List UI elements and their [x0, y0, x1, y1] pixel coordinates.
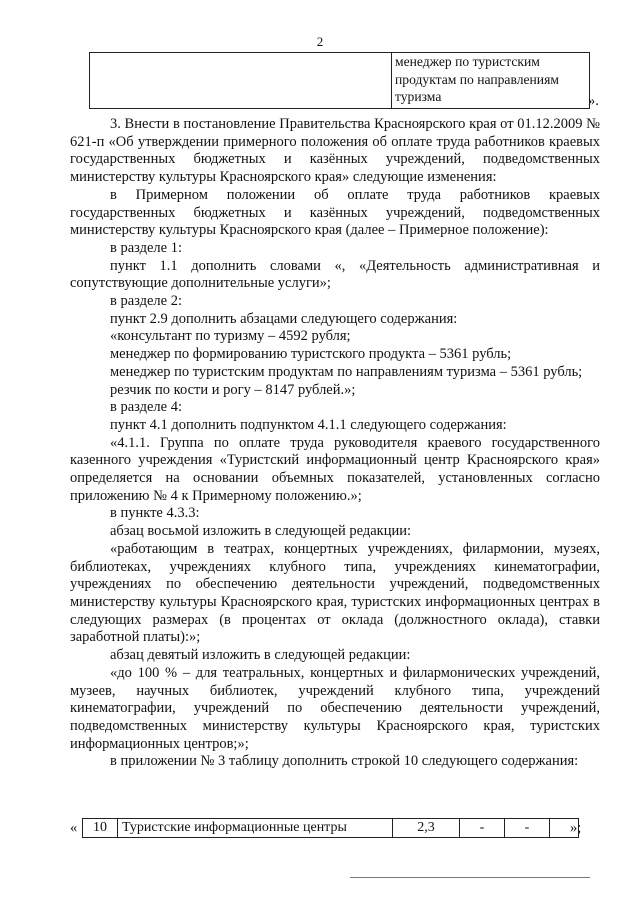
paragraph: менеджер по формированию туристского продукта – 5361 рубль; — [110, 346, 512, 363]
paragraph: абзац восьмой изложить в следующей редакции: — [110, 523, 412, 540]
close-quote: »; — [570, 820, 582, 836]
paragraph: пункт 4.1 дополнить подпунктом 4.1.1 следующего содержания: — [110, 416, 507, 433]
paragraph: в приложении № 3 таблицу дополнить строкой 10 следующего содержания: — [110, 753, 579, 770]
page-number: 2 — [316, 34, 324, 49]
paragraph: резчик по кости и рогу – 8147 рублей.»; — [110, 381, 356, 398]
table-cell-name: Туристские информационные центры — [118, 819, 393, 838]
table-cell-value: - — [460, 819, 505, 838]
cell-line: менеджер по туристским — [395, 54, 540, 69]
paragraph: в разделе 1: — [110, 239, 183, 256]
paragraph: абзац девятый изложить в следующей редакции: — [110, 647, 411, 664]
table-cell-number: 10 — [83, 819, 118, 838]
cell-line: туризма — [395, 89, 442, 104]
paragraph: в пункте 4.3.3: — [110, 505, 200, 522]
paragraph: в разделе 4: — [110, 399, 183, 416]
document-body — [70, 116, 600, 771]
open-quote: « — [70, 820, 78, 836]
paragraph: «4.1.1. Группа по оплате труда руководителя краевого государственного казенного учреждения «Туристский информационный центр Красноярского края» определяется на основании объемных показателей, установленных согласно приложению № 4 к Примерному положению.»; — [70, 434, 600, 504]
table-cell-value: - — [505, 819, 550, 838]
table-cell-value: 2,3 — [393, 819, 460, 838]
table-close-quote: ». — [588, 93, 599, 109]
paragraph: в разделе 2: — [110, 293, 183, 310]
table-cell-position — [392, 53, 590, 109]
paragraph: пункт 2.9 дополнить абзацами следующего содержания: — [110, 310, 458, 327]
paragraph: 3. Внести в постановление Правительства Красноярского края от 01.12.2009 № 621-п «Об утверждении примерного положения об оплате труда работников краевых государственных бюджетных и казённых учреждений, подведомственных министерству культуры Красноярского края» следующие изменения: — [70, 116, 600, 186]
cell-line: продуктам по направлениям — [395, 71, 559, 87]
paragraph: менеджер по туристским продуктам по направлениям туризма – 5361 рубль; — [110, 363, 583, 380]
paragraph: «работающим в театрах, концертных учреждениях, филармонии, музеях, библиотеках, учреждениях клубного типа, учреждениях кинематографии, учреждениях по обеспечению деятельности учреждений, подведомственных министерству культуры Красноярского края, туристских информационных центрах в следующих размерах (в процентах от оклада (должностного оклада), ставки заработной платы):»; — [70, 540, 600, 646]
paragraph: «до 100 % – для театральных, концертных и филармонических учреждений, музеев, научных библиотек, учреждений клубного типа, учреждений кинематографии, учреждений по обеспечению деятельности учреждений, подведомственных министерству культуры Красноярского края, туристских информационных центров;»; — [70, 664, 600, 752]
continued-table — [89, 52, 590, 109]
paragraph: пункт 1.1 дополнить словами «, «Деятельность административная и сопутствующие дополнительные услуги»; — [70, 257, 600, 292]
paragraph: в Примерном положении об оплате труда работников краевых государственных бюджетных и казённых учреждений, подведомственных министерству культуры Красноярского края (далее – Примерное положение): — [70, 186, 600, 239]
appendix-table — [82, 818, 582, 838]
table-cell-empty — [90, 53, 392, 109]
footer-divider — [350, 877, 590, 878]
appendix-table-row — [70, 818, 600, 838]
paragraph: «консультант по туризму – 4592 рубля; — [110, 328, 351, 345]
